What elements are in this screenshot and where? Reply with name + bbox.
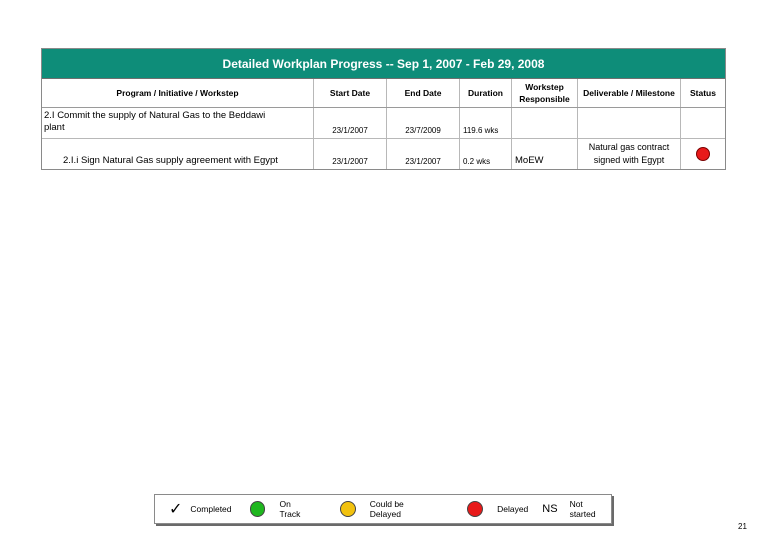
legend-on-track — [250, 499, 340, 519]
checkmark-icon: ✓ — [169, 501, 183, 518]
responsible-cell — [512, 108, 578, 138]
legend-not-started — [542, 499, 611, 519]
legend-not-started-label: Not started — [569, 499, 596, 519]
header-program: Program / Initiative / Workstep — [42, 79, 314, 107]
table-row — [42, 139, 725, 169]
status-legend — [154, 494, 612, 524]
table-row — [42, 108, 725, 139]
duration-cell: 0.2 wks — [460, 139, 512, 169]
duration-cell: 119.6 wks — [460, 108, 512, 138]
deliverable-cell: Natural gas contract signed with Egypt — [578, 139, 681, 169]
header-end-date: End Date — [387, 79, 460, 107]
responsible-cell: MoEW — [512, 139, 578, 169]
legend-completed-label: Completed — [190, 504, 232, 514]
header-start-date: Start Date — [314, 79, 387, 107]
status-red-dot — [696, 147, 710, 161]
start-date-cell: 23/1/2007 — [314, 139, 387, 169]
program-title-line-2: plant — [44, 122, 65, 133]
deliverable-cell — [578, 108, 681, 138]
green-circle-icon — [250, 501, 266, 517]
legend-delayed — [467, 501, 542, 517]
program-title-line-1: 2.I Commit the supply of Natural Gas to the Beddawi — [44, 110, 266, 121]
start-date-cell: 23/1/2007 — [314, 108, 387, 138]
legend-delayed-label: Delayed — [497, 504, 529, 514]
workplan-table — [41, 48, 726, 170]
header-status: Status — [690, 88, 716, 98]
legend-could-be-delayed-label: Could be Delayed — [369, 499, 404, 519]
table-title: Detailed Workplan Progress -- Sep 1, 2007 - Feb 29, 2008 — [42, 49, 725, 79]
legend-could-be-delayed — [340, 499, 467, 519]
legend-on-track-label: On Track — [279, 499, 301, 519]
legend-completed — [155, 499, 250, 519]
status-cell — [681, 108, 725, 138]
end-date-cell: 23/7/2009 — [387, 108, 460, 138]
program-title — [44, 110, 304, 134]
page-number: 21 — [738, 522, 747, 531]
end-date-cell: 23/1/2007 — [387, 139, 460, 169]
program-cell — [42, 108, 314, 138]
program-cell — [42, 139, 314, 169]
red-circle-icon — [467, 501, 483, 517]
header-responsible: Workstep Responsible — [512, 79, 578, 107]
status-cell — [681, 139, 725, 169]
ns-symbol: NS — [542, 503, 558, 515]
header-duration: Duration — [460, 79, 512, 107]
header-deliverable: Deliverable / Milestone — [578, 79, 681, 107]
workstep-label: 2.I.i Sign Natural Gas supply agreement with Egypt — [63, 155, 278, 166]
table-header-row — [42, 79, 725, 108]
yellow-circle-icon — [340, 501, 356, 517]
